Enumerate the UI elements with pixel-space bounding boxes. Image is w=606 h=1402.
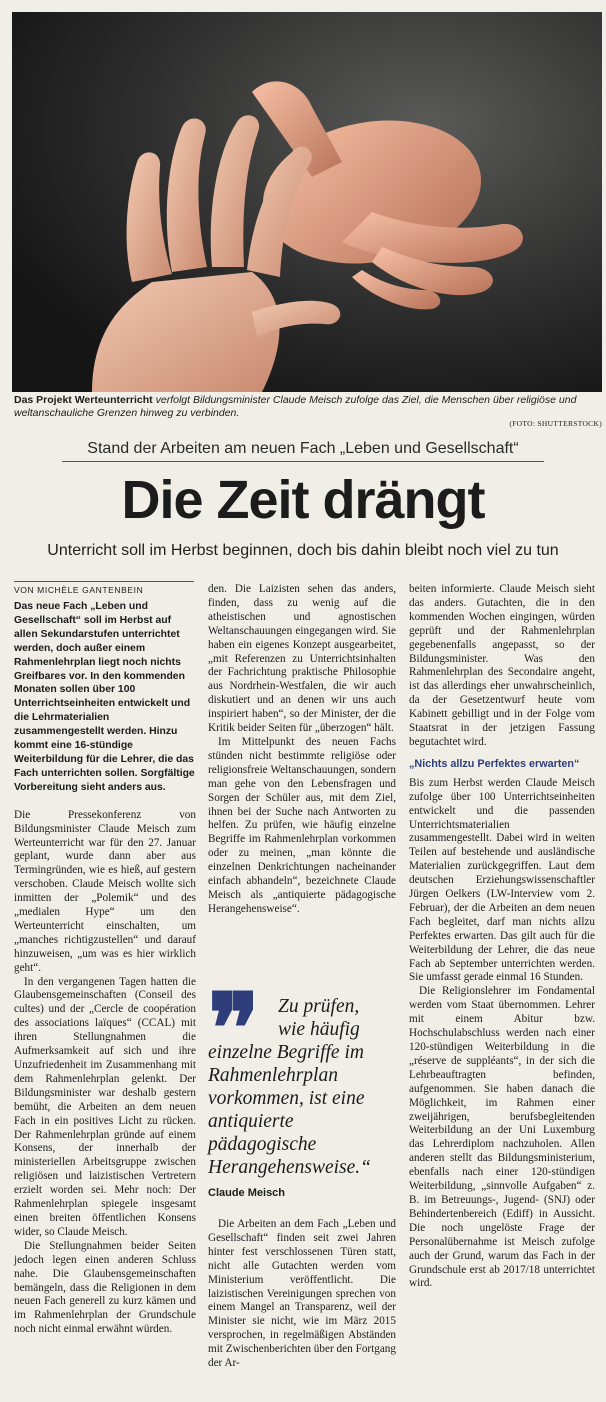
pull-quote (208, 976, 398, 1199)
quote-source: Claude Meisch (208, 1187, 286, 1199)
column-2-bottom (208, 1218, 396, 1371)
caption-text: verfolgt Bildungsminister Claude Meisch zufolge das Ziel, die Menschen über religiöse und weltanschauliche Grenzen hinweg zu verbinden. (14, 394, 577, 419)
column-1 (14, 600, 196, 1337)
section-subheading: „Nichts allzu Perfektes erwarten“ (409, 757, 580, 770)
paragraph: den. Die Laizisten sehen das anders, finden, dass zu wenig auf die atheistischen und agnostischen Weltanschauungen eingegangen wird. Sie haben ein eigenes Konzept ausgearbeitet, „mit Referenzen zu Unterrichtsinhalten der Fachrichtung praktische Philosophie aus Nordrhein-Westfalen, die wir auch diskutiert und an denen wir uns auch inspiriert haben“, so der Minister, der die Kritik beider Seiten für „überzogen“ hält. (208, 583, 396, 735)
kicker: Stand der Arbeiten am neuen Fach „Leben und Gesellschaft“ (87, 440, 519, 457)
caption-lead: Das Projekt Werteunterricht (14, 394, 153, 406)
quote-rest: einzelne Begriffe im Rahmenlehrplan vorkommen, ist eine antiquierte pädagogische Herangehensweise.“ (208, 1042, 372, 1178)
paragraph: Bis zum Herbst werden Claude Meisch zufolge über 100 Unterrichtseinheiten entwickelt und die passenden Unterrichtsmaterialien zusammengestellt. Dabei wird in weiten Teilen auf bestehende und ausländische Materialien zurückgegriffen. Laut dem deutschen Erziehungswissenschaftler Jürgen Oelkers (LW-Interview vom 2. Februar), der die Arbeiten an dem neuen Fach begleitet, darf man nichts allzu Perfektes erwarten. Das gilt auch für die Weiterbildung der Lehrer, die das neue Fach ab September unterrichten werden. Sie umfasst gerade einmal 16 Stunden. (409, 776, 595, 984)
photo-credit: (FOTO: SHUTTERSTOCK) (509, 419, 602, 428)
paragraph: In den vergangenen Tagen hatten die Glaubensgemeinschaften (Conseil des cultes) und der „Cercle de coopération des associations laïques“ (CCAL) mit ihren Stellungnahmen die Aufmerksamkeit auf sich und ihre Unzufriedenheit im Zusammenhang mit dem Rahmenlehrplan gelenkt. Der Bildungsminister war deshalb gestern bemüht, die Arbeiten an dem neuen Fach in ein positives Licht zu rücken. Der Rahmenlehrplan gründe auf einem Konsens, der innerhalb der ministeriellen Arbeitsgruppe zwischen religiösen und laizistischen Vertretern erzielt worden sei. Mehr noch: Der Rahmenlehrplan spiegele insgesamt einen breiten öffentlichen Konsens wider, so Claude Meisch. (14, 975, 196, 1238)
column-3 (409, 583, 595, 1291)
paragraph: Im Mittelpunkt des neuen Fachs stünden nicht bestimmte religiöse oder religionsfreie Weltanschauungen, sondern man gehe von den Lebensfragen und Sorgen der Schüler aus, mit dem Ziel, ihnen bei der Suche nach Antworten zu helfen. Zu prüfen, wie häufig einzelne Begriffe im Rahmenlehrplan vorkommen oder zu meinen, „man könnte die einzelnen Denkrichtungen nacheinander einfach abhandeln“, bezeichnete Claude Meisch als „antiquierte pädagogische Herangehensweise“. (208, 735, 396, 915)
kicker-divider (62, 461, 544, 462)
paragraph: Die Stellungnahmen beider Seiten jedoch legen einen anderen Schluss nahe. Die Glaubensgemeinschaften bemängeln, dass die Religionen in dem neuen Fach generell zu kurz kämen und im Rahmenlehrplan der Grundschule noch nicht einmal erwähnt würden. (14, 1239, 196, 1336)
paragraph: Die Arbeiten an dem Fach „Leben und Gesellschaft“ finden seit zwei Jahren hinter fest verschlossenen Türen statt, nicht alle Gutachten werden vom Ministerium veröffentlicht. Die laizistischen Vereinigungen sprechen von einem Mangel an Transparenz, weil der Minister sie nicht, wie im März 2015 versprochen, in regelmäßigen Abständen mit Zwischenberichten über den Fortgang der Ar- (208, 1218, 396, 1370)
paragraph: Die Pressekonferenz von Bildungsminister Claude Meisch zum Werteunterricht war für den 27. Januar geplant, wurde dann aber aus Termingründen, wie es hieß, auf gestern verschoben. Claude Meisch wollte sich inmitten der „Polemik“ und des „medialen Hype“ um den Werteunterricht einschalten, um „manches richtigzustellen“ und darauf hinzuweisen, „um was es hier wirklich geht“. (14, 808, 196, 974)
quote-line-2: wie häufig (278, 1019, 360, 1040)
author-byline: VON MICHÈLE GANTENBEIN (14, 581, 194, 595)
quote-line-1: Zu prüfen, (278, 996, 360, 1017)
subheadline: Unterricht soll im Herbst beginnen, doch bis dahin bleibt noch viel zu tun (47, 542, 559, 559)
column-2 (208, 583, 396, 917)
photo-caption (14, 394, 600, 420)
paragraph: Die Religionslehrer im Fondamental werden vom Staat übernommen. Lehrer mit einem Abitur bzw. Hochschulabschluss werden nach einer 120-stündigen Weiterbildung in die „réserve de suppléants“, in der sich die Lehrbeauftragten befinden, aufgenommen. Sie haben danach die Möglichkeit, im Rahmen einer zweijährigen, berufsbegleitenden Weiterbildung an der Uni Luxemburg das Lehrerdiplom nachzuholen. Allen anderen stellt das Bildungsministerium, ebenfalls nach einer 120-stündigen Weiterbildung, „sinnvolle Aufgaben“ z. B. im Betreuungs-, Jugend- (SNJ) oder Behindertenbereich (Ediff) in Aussicht. Die noch ungelöste Frage der Personalübernahme ist Meisch zufolge auch der Grund, warum das Fach in der Grundschule erst ab 2017/18 unterrichtet wird. (409, 985, 595, 1290)
headline: Die Zeit drängt (121, 470, 485, 530)
hands-photo (12, 12, 602, 392)
hands-illustration (12, 12, 602, 392)
paragraph: beiten informierte. Claude Meisch sieht das anders. Gutachten, die in den kommenden Wochen eingingen, würden geprüft und der Rahmenlehrplan gegebenenfalls angepasst, so der Bildungsminister. Was den Rahmenlehrplan des Secondaire angeht, ist das allerdings eher unwahrscheinlich, da der Gesetzentwurf heute vom Kabinett gebilligt und in der Folge vom Staatsrat in der jetzigen Fassung begutachtet wird. (409, 583, 595, 748)
lead-paragraph: Das neue Fach „Leben und Gesellschaft“ soll im Herbst auf allen Sekundarstufen unterrichtet werden, doch außer einem Rahmenlehrplan liegt noch nichts Greifbares vor. In den kommenden Monaten sollen über 100 Unterrichtseinheiten entwickelt und die Lehrmaterialien zusammengestellt werden. Hinzu kommt eine 16-stündige Weiterbildung für die Lehrer, die das Fach unterrichten sollen. Sorgfältige Vorbereitung sieht anders aus. (14, 601, 195, 793)
quote-mark-icon: ❞ (208, 976, 252, 1083)
